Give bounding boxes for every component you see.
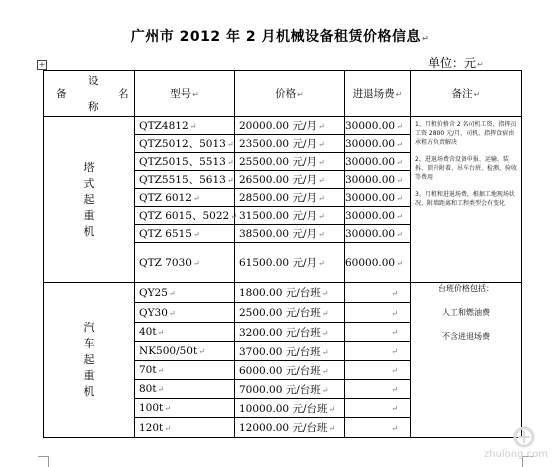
note-line: 台班价格包括： <box>438 284 494 293</box>
price-cell: 38500.00 元/月↵ <box>235 225 345 243</box>
header-fee: 进退场费↵ <box>345 71 411 117</box>
price-cell: 3700.00 元/台班↵ <box>235 342 345 361</box>
fee-cell: 30000.00↵ <box>345 171 411 189</box>
note-line: 2、进退场费含设备申报、运输、装拆、顶升附着、吊车台班、检测、验收等费用 <box>415 156 518 181</box>
price-cell: 20000.00 元/月↵ <box>235 117 345 135</box>
notes-cell <box>411 283 522 438</box>
paragraph-mark: ↵ <box>396 175 403 185</box>
paragraph-mark: ↵ <box>396 258 403 268</box>
fee-cell <box>345 418 411 438</box>
paragraph-mark: ↵ <box>226 140 234 149</box>
paragraph-mark: ↵ <box>198 347 205 356</box>
header-price: 价格↵ <box>235 71 345 117</box>
header-equipment-name: 设 备 名 称 <box>44 71 135 117</box>
fee-cell <box>345 323 411 342</box>
model-cell: 80t↵ <box>135 380 235 399</box>
paragraph-mark: ↵ <box>391 366 398 375</box>
paragraph-mark: ↵ <box>391 347 398 356</box>
model-cell: QTZ 7030↵ <box>135 243 235 283</box>
model-cell: QY25↵ <box>135 283 235 303</box>
paragraph-mark: ↵ <box>396 211 403 221</box>
price-cell: 6000.00 元/台班↵ <box>235 361 345 380</box>
paragraph-mark: ↵ <box>164 423 171 433</box>
paragraph-mark: ↵ <box>391 328 398 337</box>
price-cell: 28500.00 元/月↵ <box>235 189 345 207</box>
paragraph-mark: ↵ <box>192 193 200 203</box>
paragraph-mark: ↵ <box>157 385 165 394</box>
price-cell: 31500.00 元/月↵ <box>235 207 345 225</box>
paragraph-mark: ↵ <box>317 158 325 167</box>
paragraph-mark: ↵ <box>321 347 329 357</box>
paragraph-mark: ↵ <box>328 424 336 433</box>
paragraph-mark: ↵ <box>391 385 398 394</box>
note-line: 1、月租价格含 2 名司机工资、指挥员工资 2800 元/月，司机、指挥食宿由承租方负责解决 <box>415 121 517 146</box>
fee-cell <box>345 399 411 418</box>
paragraph-mark: ↵ <box>391 423 398 433</box>
price-cell: 7000.00 元/台班↵ <box>235 380 345 399</box>
price-table <box>43 70 522 438</box>
model-cell: QTZ5515、5613↵ <box>135 171 235 189</box>
fee-cell: 30000.00↵ <box>345 153 411 171</box>
price-cell: 1800.00 元/台班↵ <box>235 283 345 303</box>
paragraph-mark: ↵ <box>226 158 234 167</box>
model-cell: QTZ5015、5513↵ <box>135 153 235 171</box>
paragraph-mark: ↵ <box>396 229 403 239</box>
fee-cell: 30000.00↵ <box>345 135 411 153</box>
fee-cell: 60000.00↵ <box>345 243 411 283</box>
paragraph-mark: ↵ <box>168 288 176 298</box>
table-move-handle-icon[interactable]: + <box>38 60 46 69</box>
paragraph-mark: ↵ <box>328 404 336 414</box>
paragraph-mark: ↵ <box>396 121 403 131</box>
category-cell <box>44 283 135 438</box>
fee-cell: 30000.00↵ <box>345 189 411 207</box>
price-cell: 10000.00 元/台班↵ <box>235 399 345 418</box>
margin-corner-mark <box>38 456 49 467</box>
notes-cell <box>411 117 522 283</box>
note-line: 不含进退场费 <box>442 332 490 341</box>
paragraph-mark: ↵ <box>157 328 165 337</box>
paragraph-mark: ↵ <box>391 288 398 298</box>
paragraph-mark: ↵ <box>317 122 325 131</box>
note-line: 3、月租和进退场费，根据工地现场状况、附墙距离和工程类型会有变化 <box>415 191 515 207</box>
model-cell: 100t↵ <box>135 399 235 418</box>
price-cell: 26500.00 元/月↵ <box>235 171 345 189</box>
fee-cell <box>345 380 411 399</box>
model-cell: QTZ 6012↵ <box>135 189 235 207</box>
notes-text <box>411 117 521 219</box>
model-cell: 70t↵ <box>135 361 235 380</box>
price-cell: 61500.00 元/月↵ <box>235 243 345 283</box>
paragraph-mark: ↵ <box>317 176 325 185</box>
unit-label: 单位：元↵ <box>428 56 484 70</box>
price-cell: 3200.00 元/台班↵ <box>235 323 345 342</box>
paragraph-mark: ↵ <box>396 157 403 167</box>
notes-text <box>411 283 521 343</box>
paragraph-mark: ↵ <box>192 258 200 268</box>
paragraph-mark: ↵ <box>317 230 325 239</box>
watermark-text: zhulong.com <box>483 449 548 460</box>
paragraph-mark: ↵ <box>226 176 234 185</box>
paragraph-mark: ↵ <box>317 140 325 149</box>
paragraph-mark: ↵ <box>317 212 325 221</box>
fee-cell <box>345 361 411 380</box>
header-model: 型号↵ <box>135 71 235 117</box>
paragraph-mark: ↵ <box>168 308 176 318</box>
paragraph-mark: ↵ <box>157 366 165 375</box>
paragraph-mark: ↵ <box>391 404 398 413</box>
model-cell: QY30↵ <box>135 303 235 323</box>
price-cell: 25500.00 元/月↵ <box>235 153 345 171</box>
model-cell: QTZ 6515↵ <box>135 225 235 243</box>
category-name: 汽车起重机 <box>83 321 95 398</box>
paragraph-mark: ↵ <box>317 194 325 203</box>
model-cell: QTZ5012、5013↵ <box>135 135 235 153</box>
paragraph-mark: ↵ <box>396 193 403 203</box>
table-row <box>44 283 522 303</box>
header-row <box>44 71 522 117</box>
paragraph-mark: ↵ <box>321 328 329 338</box>
fee-cell <box>345 342 411 361</box>
model-cell: QTZ4812↵ <box>135 117 235 135</box>
price-cell: 2500.00 元/台班↵ <box>235 303 345 323</box>
model-cell: NK500/50t↵ <box>135 342 235 361</box>
model-cell: 120t↵ <box>135 418 235 438</box>
fee-cell: 30000.00↵ <box>345 225 411 243</box>
table-row <box>44 117 522 135</box>
fee-cell: 30000.00↵ <box>345 117 411 135</box>
category-cell <box>44 117 135 283</box>
paragraph-mark: ↵ <box>192 229 200 239</box>
price-cell: 12000.00 元/台班↵ <box>235 418 345 438</box>
fee-cell <box>345 283 411 303</box>
paragraph-mark: ↵ <box>321 385 329 395</box>
category-name: 塔式起重机 <box>83 160 95 238</box>
paragraph-mark: ↵ <box>391 308 398 318</box>
paragraph-mark: ↵ <box>164 404 171 413</box>
price-cell: 23500.00 元/月↵ <box>235 135 345 153</box>
paragraph-mark: ↵ <box>396 139 403 149</box>
paragraph-mark: ↵ <box>321 366 329 376</box>
page-title: 广州市 2012 年 2 月机械设备租赁价格信息↵ <box>130 29 430 45</box>
header-notes: 备注↵ <box>411 71 522 117</box>
paragraph-mark: ↵ <box>321 309 329 318</box>
fee-cell <box>345 303 411 323</box>
model-cell: 40t↵ <box>135 323 235 342</box>
fee-cell: 30000.00↵ <box>345 207 411 225</box>
paragraph-mark: ↵ <box>321 289 329 298</box>
note-line: 人工和燃油费 <box>442 308 490 317</box>
model-cell: QTZ 6015、5022↵ <box>135 207 235 225</box>
paragraph-mark: ↵ <box>317 259 325 268</box>
paragraph-mark: ↵ <box>189 121 197 131</box>
paragraph-mark: ↵ <box>230 212 237 221</box>
watermark-logo <box>478 425 556 461</box>
